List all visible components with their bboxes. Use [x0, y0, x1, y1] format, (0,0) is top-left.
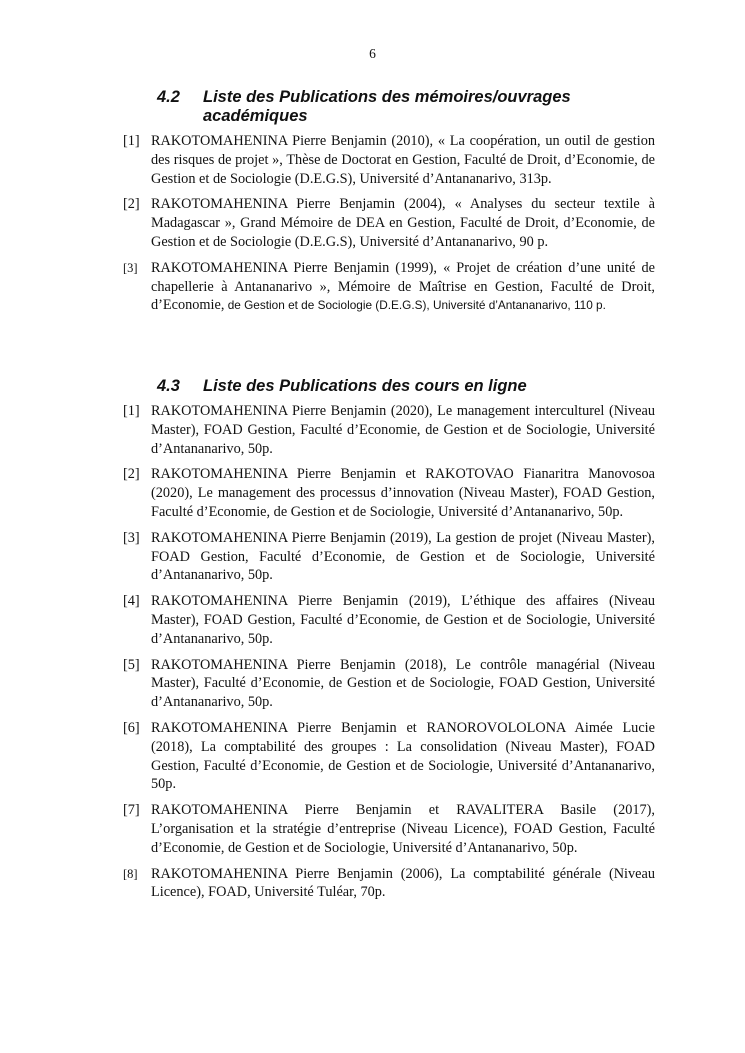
- reference-item: [0, 259, 655, 315]
- reference-label: [1]: [123, 403, 140, 419]
- reference-text: RAKOTOMAHENINA Pierre Benjamin (2020), Le management interculturel (Niveau Master), FOAD Gestion, Faculté d’Economie, de Gestion et de Sociologie, Université d’Antananarivo, 50p.: [151, 403, 655, 457]
- reference-text: RAKOTOMAHENINA Pierre Benjamin et RANOROVOLOLONA Aimée Lucie (2018), La comptabilité des groupes : La consolidation (Niveau Master), FOAD Gestion, Faculté d’Economie, de Gestion et de Sociologie, Université d’Antananarivo, 50p.: [151, 719, 655, 793]
- reference-list: [0, 132, 745, 315]
- section-title: Liste des Publications des cours en ligne: [203, 377, 527, 395]
- reference-label: [1]: [123, 133, 140, 149]
- reference-label: [4]: [123, 593, 140, 610]
- reference-text: RAKOTOMAHENINA Pierre Benjamin (2019), L’éthique des affaires (Niveau Master), FOAD Gestion, Faculté d’Economie, de Gestion et de Sociologie, Université d’Antananarivo, 50p.: [151, 593, 655, 647]
- reference-text: RAKOTOMAHENINA Pierre Benjamin (2010), « La coopération, un outil de gestion des risques de projet », Thèse de Doctorat en Gestion, Faculté de Droit, d’Economie, de Gestion et de Sociologie (D.E.G.S), Université d’Antananarivo, 313p.: [151, 133, 655, 187]
- reference-text: RAKOTOMAHENINA Pierre Benjamin (2018), Le contrôle managérial (Niveau Master), Faculté d’Economie, de Gestion et de Sociologie, FOAD Gestion, Université d’Antananarivo, 50p.: [151, 656, 655, 711]
- reference-item: [0, 465, 655, 521]
- reference-item: [0, 719, 655, 794]
- section-online-courses: [0, 377, 745, 909]
- reference-label: [5]: [123, 656, 140, 673]
- reference-item: [0, 529, 655, 585]
- reference-text-tail: de Gestion et de Sociologie (D.E.G.S), Université d’Antananarivo, 110 p.: [224, 298, 606, 313]
- reference-item: [0, 132, 655, 188]
- page-number: 6: [369, 46, 376, 61]
- reference-label: [3]: [123, 260, 138, 275]
- reference-text: RAKOTOMAHENINA Pierre Benjamin (2004), « Analyses du secteur textile à Madagascar », Grand Mémoire de DEA en Gestion, Faculté de Droit, d’Economie, de Gestion et de Sociologie (D.E.G.S), Université d’Antananarivo, 90 p.: [151, 196, 655, 250]
- reference-list: [0, 402, 745, 902]
- reference-label: [8]: [123, 866, 138, 881]
- reference-text: RAKOTOMAHENINA Pierre Benjamin (1999), « Projet de création d’une unité de chapellerie à Antananarivo », Mémoire de Maîtrise en Gestion, Faculté de Droit, d’Economie,: [151, 259, 655, 314]
- reference-item: [0, 865, 655, 903]
- section-number: 4.3: [157, 377, 180, 395]
- reference-label: [2]: [123, 196, 140, 213]
- reference-label: [7]: [123, 802, 140, 819]
- reference-label: [2]: [123, 466, 140, 483]
- section-title: Liste des Publications des mémoires/ouvrages académiques: [203, 88, 571, 125]
- reference-text: RAKOTOMAHENINA Pierre Benjamin et RAKOTOVAO Fianaritra Manovosoa (2020), Le management des processus d’innovation (Niveau Master), FOAD Gestion, Faculté d’Economie, de Gestion et de Sociologie, Université d’Antananarivo, 50p.: [151, 466, 655, 520]
- section-academic-publications: [0, 88, 745, 322]
- section-heading: [0, 377, 608, 396]
- reference-item: [0, 656, 655, 712]
- reference-item: [0, 402, 655, 458]
- reference-item: [0, 801, 655, 857]
- reference-text: RAKOTOMAHENINA Pierre Benjamin et RAVALITERA Basile (2017), L’organisation et la stratégie d’entreprise (Niveau Licence), FOAD Gestion, Faculté d’Economie, de Gestion et de Sociologie, Université d’Antananarivo, 50p.: [151, 802, 655, 856]
- reference-label: [6]: [123, 719, 140, 736]
- reference-text: RAKOTOMAHENINA Pierre Benjamin (2006), La comptabilité générale (Niveau Licence), FOAD, Université Tuléar, 70p.: [151, 865, 655, 901]
- section-number: 4.2: [157, 88, 180, 106]
- reference-item: [0, 592, 655, 648]
- reference-label: [3]: [123, 529, 140, 546]
- reference-item: [0, 195, 655, 251]
- section-heading: [0, 88, 608, 126]
- reference-text: RAKOTOMAHENINA Pierre Benjamin (2019), La gestion de projet (Niveau Master), FOAD Gestion, Faculté d’Economie, de Gestion et de Sociologie, Université d’Antananarivo, 50p.: [151, 529, 655, 584]
